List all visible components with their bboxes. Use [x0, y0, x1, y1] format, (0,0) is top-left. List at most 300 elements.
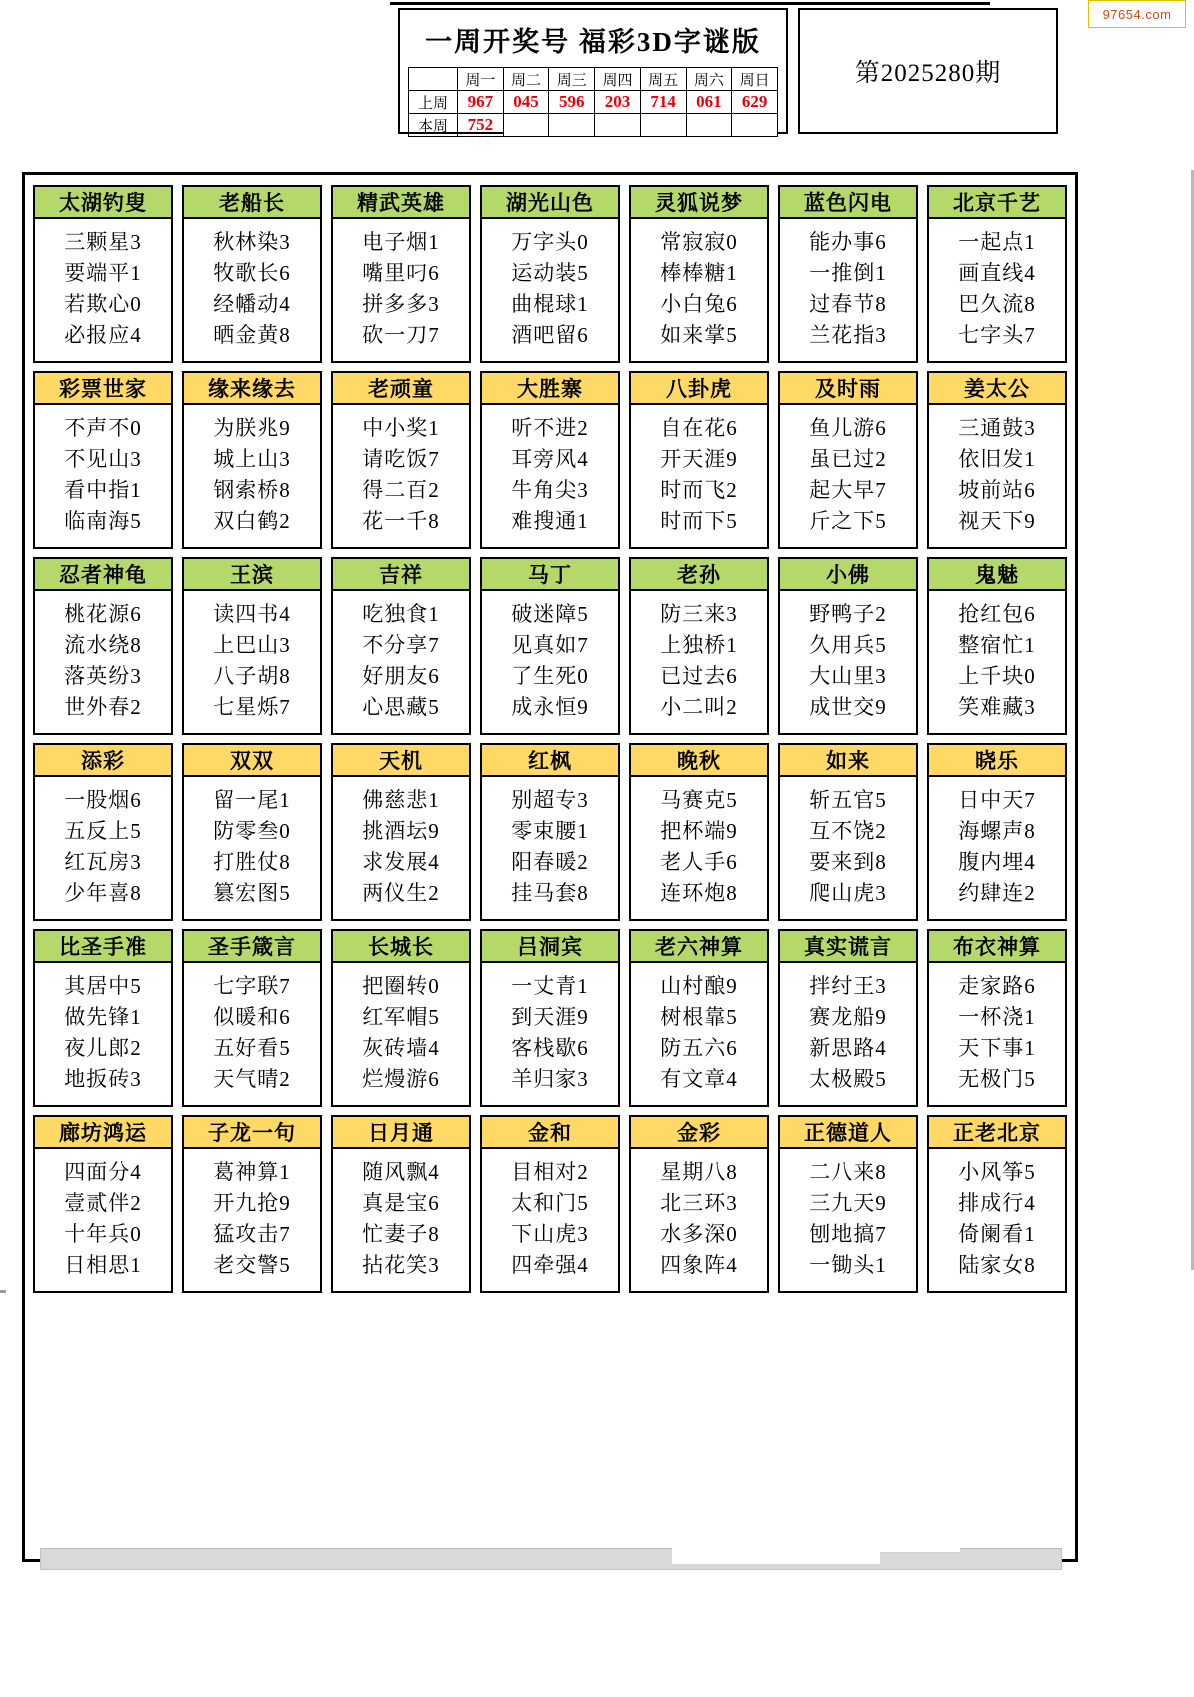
riddle-line: 一锄头1 [809, 1253, 887, 1277]
riddle-line: 打胜仗8 [213, 850, 291, 874]
riddle-card-title: 缘来缘去 [182, 371, 322, 405]
riddle-line: 灰砖墙4 [362, 1036, 440, 1060]
riddle-line: 万字头0 [511, 230, 589, 254]
riddle-line: 视天下9 [958, 509, 1036, 533]
riddle-line: 得二百2 [362, 478, 440, 502]
riddle-card-title: 八卦虎 [629, 371, 769, 405]
draw-table-row-label-1: 上周 [409, 91, 458, 114]
riddle-card[interactable] [927, 185, 1067, 363]
riddle-line: 一起点1 [958, 230, 1036, 254]
riddle-line: 坡前站6 [958, 478, 1036, 502]
riddle-card-title: 真实谎言 [778, 929, 918, 963]
riddle-card-title: 晓乐 [927, 743, 1067, 777]
riddle-line: 星期八8 [660, 1160, 738, 1184]
riddle-line: 零束腰1 [511, 819, 589, 843]
draw-number-2-6 [686, 114, 732, 137]
riddle-line: 不声不0 [64, 416, 142, 440]
riddle-line: 留一尾1 [213, 788, 291, 812]
riddle-card[interactable] [629, 557, 769, 735]
weekly-draw-table [408, 67, 778, 137]
riddle-line: 新思路4 [809, 1036, 887, 1060]
riddle-line: 七星烁7 [213, 695, 291, 719]
riddle-card-body [629, 1149, 769, 1293]
draw-number-1-5: 714 [640, 91, 686, 114]
riddle-line: 无极门5 [958, 1067, 1036, 1091]
weekly-draw-panel [398, 8, 788, 134]
riddle-line: 野鸭子2 [809, 602, 887, 626]
riddle-line: 老人手6 [660, 850, 738, 874]
riddle-card-title: 及时雨 [778, 371, 918, 405]
bottom-bar-gap [672, 1538, 880, 1564]
riddle-line: 要来到8 [809, 850, 887, 874]
riddle-card-body [480, 219, 620, 363]
draw-number-1-1: 967 [458, 91, 504, 114]
riddle-card[interactable] [33, 1115, 173, 1293]
riddle-line: 牛角尖3 [511, 478, 589, 502]
riddle-card-body [629, 963, 769, 1107]
riddle-line: 防五六6 [660, 1036, 738, 1060]
riddle-card-body [778, 963, 918, 1107]
riddle-card-body [331, 1149, 471, 1293]
riddle-card[interactable] [182, 1115, 322, 1293]
riddle-card-title: 如来 [778, 743, 918, 777]
riddle-card-title: 老船长 [182, 185, 322, 219]
riddle-line: 电子烟1 [362, 230, 440, 254]
riddle-line: 忙妻子8 [362, 1222, 440, 1246]
riddle-line: 成世交9 [809, 695, 887, 719]
riddle-line: 若欺心0 [64, 292, 142, 316]
riddle-card-title: 添彩 [33, 743, 173, 777]
riddle-card-title: 吕洞宾 [480, 929, 620, 963]
riddle-line: 笑难藏3 [958, 695, 1036, 719]
draw-table-corner [409, 68, 458, 91]
riddle-card-title: 晚秋 [629, 743, 769, 777]
riddle-line: 地扳砖3 [64, 1067, 142, 1091]
riddle-line: 求发展4 [362, 850, 440, 874]
draw-number-2-3 [549, 114, 595, 137]
riddle-card-body [778, 219, 918, 363]
riddle-card-body [778, 1149, 918, 1293]
riddle-line: 一杯浇1 [958, 1005, 1036, 1029]
riddle-card-body [778, 777, 918, 921]
draw-table-weekday-4: 周四 [595, 68, 641, 91]
riddle-line: 五好看5 [213, 1036, 291, 1060]
riddle-card[interactable] [778, 185, 918, 363]
riddle-card-body [331, 777, 471, 921]
riddle-card[interactable] [182, 929, 322, 1107]
riddle-card-title: 天机 [331, 743, 471, 777]
riddle-line: 约肆连2 [958, 881, 1036, 905]
riddle-line: 走家路6 [958, 974, 1036, 998]
riddle-line: 成永恒9 [511, 695, 589, 719]
riddle-line: 腹内埋4 [958, 850, 1036, 874]
riddle-line: 请吃饭7 [362, 447, 440, 471]
riddle-line: 天气晴2 [213, 1067, 291, 1091]
bottom-bar-notch [880, 1538, 960, 1553]
riddle-card-body [927, 405, 1067, 549]
riddle-line: 画直线4 [958, 261, 1036, 285]
draw-number-1-7: 629 [732, 91, 778, 114]
riddle-card[interactable] [927, 929, 1067, 1107]
riddle-card[interactable] [778, 371, 918, 549]
riddle-line: 如来掌5 [660, 323, 738, 347]
riddle-line: 心思藏5 [362, 695, 440, 719]
riddle-card-body [927, 219, 1067, 363]
riddle-line: 一推倒1 [809, 261, 887, 285]
draw-number-1-2: 045 [503, 91, 549, 114]
riddle-card[interactable] [331, 557, 471, 735]
riddle-line: 北三环3 [660, 1191, 738, 1215]
riddle-line: 双白鹤2 [213, 509, 291, 533]
riddle-card-body [927, 591, 1067, 735]
riddle-line: 为朕兆9 [213, 416, 291, 440]
riddle-line: 小二叫2 [660, 695, 738, 719]
riddle-line: 日相思1 [64, 1253, 142, 1277]
riddle-line: 兰花指3 [809, 323, 887, 347]
riddle-card[interactable] [182, 557, 322, 735]
riddle-line: 依旧发1 [958, 447, 1036, 471]
riddle-card[interactable] [480, 929, 620, 1107]
riddle-card-title: 金彩 [629, 1115, 769, 1149]
riddle-line: 羊归家3 [511, 1067, 589, 1091]
riddle-card-body [33, 405, 173, 549]
draw-number-2-7 [732, 114, 778, 137]
riddle-card[interactable] [33, 557, 173, 735]
riddle-card-body [480, 405, 620, 549]
riddle-line: 大山里3 [809, 664, 887, 688]
riddle-line: 不见山3 [64, 447, 142, 471]
riddle-line: 落英纷3 [64, 664, 142, 688]
riddle-card-title: 金和 [480, 1115, 620, 1149]
riddle-line: 整宿忙1 [958, 633, 1036, 657]
riddle-line: 时而下5 [660, 509, 738, 533]
riddle-line: 树根靠5 [660, 1005, 738, 1029]
riddle-line: 常寂寂0 [660, 230, 738, 254]
riddle-line: 了生死0 [511, 664, 589, 688]
riddle-line: 世外春2 [64, 695, 142, 719]
riddle-card[interactable] [331, 743, 471, 921]
riddle-card-body [33, 219, 173, 363]
riddle-line: 一股烟6 [64, 788, 142, 812]
riddle-line: 太极殿5 [809, 1067, 887, 1091]
riddle-line: 斤之下5 [809, 509, 887, 533]
riddle-card[interactable] [927, 743, 1067, 921]
riddle-line: 上巴山3 [213, 633, 291, 657]
riddle-line: 临南海5 [64, 509, 142, 533]
riddle-card-title: 精武英雄 [331, 185, 471, 219]
riddle-line: 时而飞2 [660, 478, 738, 502]
riddle-line: 红军帽5 [362, 1005, 440, 1029]
riddle-line: 晒金黄8 [213, 323, 291, 347]
draw-table-weekday-2: 周二 [503, 68, 549, 91]
riddle-card-body [182, 405, 322, 549]
riddle-line: 难搜通1 [511, 509, 589, 533]
riddle-card[interactable] [629, 185, 769, 363]
riddle-line: 鱼儿游6 [809, 416, 887, 440]
riddle-card-title: 太湖钓叟 [33, 185, 173, 219]
riddle-line: 巴久流8 [958, 292, 1036, 316]
riddle-line: 防三来3 [660, 602, 738, 626]
draw-number-1-6: 061 [686, 91, 732, 114]
riddle-line: 读四书4 [213, 602, 291, 626]
riddle-line: 红瓦房3 [64, 850, 142, 874]
riddle-line: 互不饶2 [809, 819, 887, 843]
riddle-line: 花一千8 [362, 509, 440, 533]
riddle-line: 一丈青1 [511, 974, 589, 998]
riddle-card[interactable] [33, 929, 173, 1107]
riddle-card-body [182, 963, 322, 1107]
riddle-card[interactable] [182, 185, 322, 363]
riddle-card-body [480, 591, 620, 735]
riddle-card-body [33, 963, 173, 1107]
riddle-card-title: 正老北京 [927, 1115, 1067, 1149]
riddle-card[interactable] [927, 1115, 1067, 1293]
riddle-line: 陆家女8 [958, 1253, 1036, 1277]
riddle-line: 把杯端9 [660, 819, 738, 843]
riddle-line: 运动装5 [511, 261, 589, 285]
riddle-card[interactable] [182, 743, 322, 921]
riddle-card-body [182, 777, 322, 921]
riddle-line: 佛慈悲1 [362, 788, 440, 812]
riddle-line: 客栈歇6 [511, 1036, 589, 1060]
riddle-line: 烂熳游6 [362, 1067, 440, 1091]
riddle-line: 秋林染3 [213, 230, 291, 254]
riddle-line: 能办事6 [809, 230, 887, 254]
riddle-line: 吃独食1 [362, 602, 440, 626]
riddle-card[interactable] [480, 1115, 620, 1293]
riddle-line: 十年兵0 [64, 1222, 142, 1246]
riddle-line: 八子胡8 [213, 664, 291, 688]
riddle-card-title: 老顽童 [331, 371, 471, 405]
riddle-line: 七字联7 [213, 974, 291, 998]
riddle-card-title: 王滨 [182, 557, 322, 591]
riddle-line: 两仪生2 [362, 881, 440, 905]
riddle-line: 上千块0 [958, 664, 1036, 688]
riddle-card[interactable] [480, 371, 620, 549]
riddle-card-body [629, 405, 769, 549]
riddle-line: 看中指1 [64, 478, 142, 502]
riddle-line: 刨地搞7 [809, 1222, 887, 1246]
riddle-card-title: 双双 [182, 743, 322, 777]
riddle-card-body [182, 219, 322, 363]
riddle-line: 有文章4 [660, 1067, 738, 1091]
riddle-card-title: 日月通 [331, 1115, 471, 1149]
riddle-card[interactable] [629, 743, 769, 921]
riddle-line: 听不进2 [511, 416, 589, 440]
riddle-card-body [182, 591, 322, 735]
riddle-card-title: 姜太公 [927, 371, 1067, 405]
riddle-card[interactable] [629, 371, 769, 549]
riddle-card-body [927, 777, 1067, 921]
riddle-line: 老交警5 [213, 1253, 291, 1277]
riddle-card[interactable] [480, 185, 620, 363]
riddle-line: 三九天9 [809, 1191, 887, 1215]
riddle-line: 过春节8 [809, 292, 887, 316]
riddle-card[interactable] [778, 743, 918, 921]
riddle-line: 经幡动4 [213, 292, 291, 316]
riddle-line: 砍一刀7 [362, 323, 440, 347]
riddle-card-body [33, 1149, 173, 1293]
riddle-line: 开天涯9 [660, 447, 738, 471]
riddle-card[interactable] [629, 1115, 769, 1293]
riddle-card[interactable] [331, 185, 471, 363]
draw-number-1-4: 203 [595, 91, 641, 114]
draw-number-1-3: 596 [549, 91, 595, 114]
riddle-line: 防零叁0 [213, 819, 291, 843]
riddle-card-title: 北京千艺 [927, 185, 1067, 219]
riddle-card-title: 灵狐说梦 [629, 185, 769, 219]
riddle-line: 已过去6 [660, 664, 738, 688]
riddle-card[interactable] [33, 185, 173, 363]
riddle-line: 天下事1 [958, 1036, 1036, 1060]
riddle-line: 小风筝5 [958, 1160, 1036, 1184]
header-divider-rule [390, 2, 990, 5]
riddle-card[interactable] [778, 929, 918, 1107]
riddle-card[interactable] [778, 557, 918, 735]
riddle-line: 棒棒糖1 [660, 261, 738, 285]
riddle-line: 拌纣王3 [809, 974, 887, 998]
riddle-line: 篡宏图5 [213, 881, 291, 905]
riddle-card-body [629, 219, 769, 363]
riddle-line: 下山虎3 [511, 1222, 589, 1246]
draw-number-2-4 [595, 114, 641, 137]
riddle-line: 酒吧留6 [511, 323, 589, 347]
draw-table-weekday-3: 周三 [549, 68, 595, 91]
riddle-card-body [331, 591, 471, 735]
issue-number-panel [798, 8, 1058, 134]
riddle-line: 山村酿9 [660, 974, 738, 998]
riddle-line: 海螺声8 [958, 819, 1036, 843]
riddle-line: 见真如7 [511, 633, 589, 657]
riddle-line: 虽已过2 [809, 447, 887, 471]
riddle-line: 嘴里叼6 [362, 261, 440, 285]
riddle-line: 到天涯9 [511, 1005, 589, 1029]
riddle-line: 拈花笑3 [362, 1253, 440, 1277]
draw-table-weekday-5: 周五 [640, 68, 686, 91]
riddle-line: 中小奖1 [362, 416, 440, 440]
riddle-card-title: 正德道人 [778, 1115, 918, 1149]
riddle-card[interactable] [331, 371, 471, 549]
watermark-text: 97654.com [1102, 6, 1172, 22]
riddle-card[interactable] [629, 929, 769, 1107]
riddle-card[interactable] [331, 929, 471, 1107]
riddle-line: 必报应4 [64, 323, 142, 347]
riddle-card-body [927, 963, 1067, 1107]
riddle-line: 马赛克5 [660, 788, 738, 812]
page-title: 一周开奖号 福彩3D字谜版 [425, 27, 761, 57]
riddle-card[interactable] [927, 371, 1067, 549]
riddle-card-title: 彩票世家 [33, 371, 173, 405]
riddle-line: 小白兔6 [660, 292, 738, 316]
riddle-line: 钢索桥8 [213, 478, 291, 502]
riddle-line: 其居中5 [64, 974, 142, 998]
riddle-line: 五反上5 [64, 819, 142, 843]
riddle-card-title: 老六神算 [629, 929, 769, 963]
riddle-line: 水多深0 [660, 1222, 738, 1246]
site-watermark [1088, 0, 1186, 28]
riddle-grid [33, 185, 1067, 1293]
riddle-card-body [33, 591, 173, 735]
riddle-card[interactable] [480, 557, 620, 735]
riddle-line: 猛攻击7 [213, 1222, 291, 1246]
riddle-line: 把圈转0 [362, 974, 440, 998]
riddle-line: 久用兵5 [809, 633, 887, 657]
riddle-line: 要端平1 [64, 261, 142, 285]
riddle-line: 破迷障5 [511, 602, 589, 626]
draw-number-2-5 [640, 114, 686, 137]
draw-table-row-label-2: 本周 [409, 114, 458, 137]
riddle-line: 开九抢9 [213, 1191, 291, 1215]
riddle-card-title: 大胜寨 [480, 371, 620, 405]
riddle-card-body [480, 777, 620, 921]
riddle-card-body [778, 591, 918, 735]
riddle-line: 随风飘4 [362, 1160, 440, 1184]
riddle-card-body [480, 963, 620, 1107]
riddle-card[interactable] [480, 743, 620, 921]
riddle-line: 少年喜8 [64, 881, 142, 905]
riddle-card-title: 小佛 [778, 557, 918, 591]
riddle-line: 二八来8 [809, 1160, 887, 1184]
riddle-card-body [33, 777, 173, 921]
riddle-line: 做先锋1 [64, 1005, 142, 1029]
riddle-line: 四象阵4 [660, 1253, 738, 1277]
riddle-card-body [480, 1149, 620, 1293]
riddle-card-body [331, 963, 471, 1107]
riddle-card[interactable] [33, 371, 173, 549]
draw-table-weekday-6: 周六 [686, 68, 732, 91]
riddle-line: 连环炮8 [660, 881, 738, 905]
draw-number-2-2 [503, 114, 549, 137]
riddle-line: 三颗星3 [64, 230, 142, 254]
riddle-line: 三通鼓3 [958, 416, 1036, 440]
riddle-card-title: 长城长 [331, 929, 471, 963]
riddle-card[interactable] [927, 557, 1067, 735]
riddle-card-title: 红枫 [480, 743, 620, 777]
riddle-line: 曲棍球1 [511, 292, 589, 316]
riddle-line: 葛神算1 [213, 1160, 291, 1184]
riddle-line: 壹贰伴2 [64, 1191, 142, 1215]
riddle-card-body [331, 405, 471, 549]
riddle-line: 流水绕8 [64, 633, 142, 657]
riddle-grid-panel [22, 172, 1078, 1562]
riddle-line: 拼多多3 [362, 292, 440, 316]
riddle-line: 挑酒坛9 [362, 819, 440, 843]
riddle-card-title: 湖光山色 [480, 185, 620, 219]
riddle-line: 四牵强4 [511, 1253, 589, 1277]
issue-number: 第2025280期 [854, 60, 1002, 87]
riddle-card-title: 吉祥 [331, 557, 471, 591]
riddle-card[interactable] [182, 371, 322, 549]
riddle-line: 夜儿郎2 [64, 1036, 142, 1060]
riddle-line: 赛龙船9 [809, 1005, 887, 1029]
riddle-card[interactable] [33, 743, 173, 921]
riddle-line: 好朋友6 [362, 664, 440, 688]
riddle-card-title: 子龙一句 [182, 1115, 322, 1149]
riddle-line: 阳春暖2 [511, 850, 589, 874]
riddle-line: 真是宝6 [362, 1191, 440, 1215]
riddle-line: 似暖和6 [213, 1005, 291, 1029]
riddle-line: 目相对2 [511, 1160, 589, 1184]
riddle-card[interactable] [778, 1115, 918, 1293]
riddle-line: 四面分4 [64, 1160, 142, 1184]
riddle-line: 桃花源6 [64, 602, 142, 626]
riddle-card-body [629, 777, 769, 921]
riddle-line: 别超专3 [511, 788, 589, 812]
riddle-card[interactable] [331, 1115, 471, 1293]
riddle-line: 上独桥1 [660, 633, 738, 657]
draw-table-weekday-7: 周日 [732, 68, 778, 91]
riddle-card-title: 布衣神算 [927, 929, 1067, 963]
